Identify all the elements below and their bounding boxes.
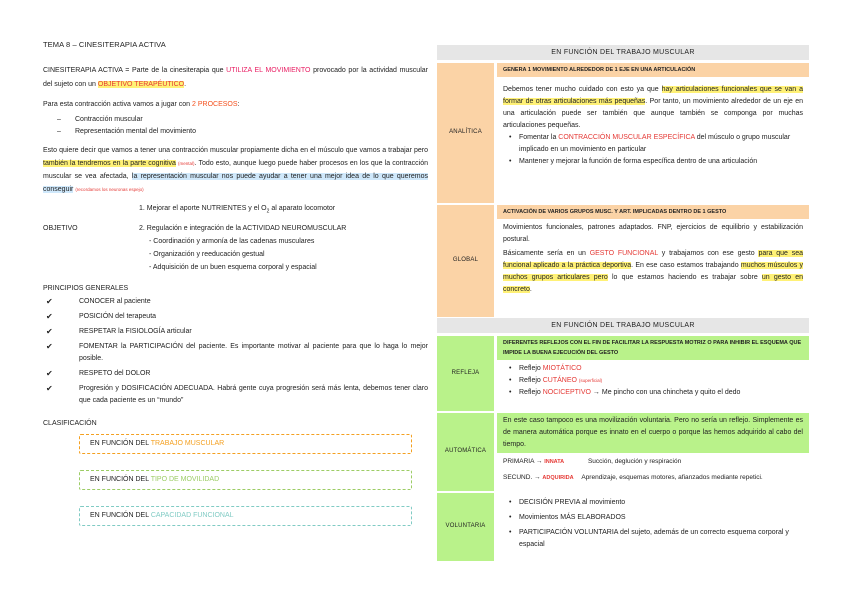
row-voluntaria bbox=[437, 493, 809, 561]
page-title: TEMA 8 – CINESITERAPIA ACTIVA bbox=[43, 40, 166, 49]
objective-item-1: 1. Mejorar el aporte NUTRIENTES y el $O_2$ al aparato locomotor bbox=[139, 204, 336, 215]
list-item: ✔ Progresión y DOSIFICACIÓN ADECUADA. Habrá gente cuya progresión será más lenta, debemos tener claro que cada paciente es un “mundo” bbox=[46, 383, 428, 404]
row-label: GLOBAL bbox=[437, 205, 494, 317]
row-label: REFLEJA bbox=[437, 336, 494, 411]
panel-header: EN FUNCIÓN DEL TRABAJO MUSCULAR bbox=[437, 45, 809, 60]
list-item: • Reflejo MIOTÁTICO bbox=[509, 363, 809, 375]
row-label: AUTOMÁTICA bbox=[437, 413, 494, 491]
checkmark-icon: ✔ bbox=[46, 383, 53, 393]
list-item: • Fomentar la CONTRACCIÓN MUSCULAR ESPECÍFICA del músculo o grupo muscular implicado en un movimiento en particular bbox=[509, 132, 809, 156]
bullet-list bbox=[509, 132, 809, 168]
bullet-list bbox=[509, 497, 809, 551]
list-item: • DECISIÓN PREVIA al movimiento bbox=[509, 497, 809, 509]
checkmark-icon: ✔ bbox=[46, 368, 53, 378]
bullet-list bbox=[509, 363, 809, 399]
panel-trabajo-muscular-2 bbox=[437, 318, 809, 563]
definition-label: CINESITERAPIA ACTIVA = bbox=[43, 66, 130, 74]
objective-item-2: 2. Regulación e integración de la ACTIVIDAD NEUROMUSCULAR bbox=[139, 225, 347, 233]
checkmark-icon: ✔ bbox=[46, 311, 53, 321]
definition-paragraph: CINESITERAPIA ACTIVA = Parte de la cinesiterapia que UTILIZA EL MOVIMIENTO provocado por la actividad muscular del sujeto con un OBJETIVO TERAPÉUTICO. bbox=[43, 66, 428, 88]
highlight-representation: la representación muscular nos puede ayudar a tener una mejor idea de lo que queremos conseguir bbox=[43, 172, 429, 193]
row-text: Debemos tener mucho cuidado con esto ya que hay articulaciones funcionales que se van a formar de otras articulaciones más pequeñas. Por tanto, un movimiento alrededor de un eje en una articulación puede ser también que aunque también se componga por muchas articulaciones pequeñas. bbox=[503, 86, 804, 129]
processes-intro: Para esta contracción activa vamos a jugar con 2 PROCESOS: bbox=[43, 100, 240, 108]
checkmark-icon: ✔ bbox=[46, 341, 53, 351]
classification-box-tipo-movilidad: EN FUNCIÓN DEL TIPO DE MOVILIDAD bbox=[79, 470, 412, 490]
processes-highlight: 2 PROCESOS bbox=[192, 100, 238, 108]
principles-list bbox=[43, 296, 428, 407]
processes-list bbox=[57, 114, 428, 138]
automatic-primary: PRIMARIA → INNATA Succión, deglución y respiración bbox=[503, 458, 682, 465]
classification-box-trabajo-muscular: EN FUNCIÓN DEL TRABAJO MUSCULAR bbox=[79, 434, 412, 454]
checkmark-icon: ✔ bbox=[46, 326, 53, 336]
list-item: • Movimientos MÁS ELABORADOS bbox=[509, 512, 809, 524]
objective-sub-item: - Organización y reeducación gestual bbox=[149, 251, 265, 259]
objective-list bbox=[139, 202, 429, 274]
highlight-cognitive: también la tendremos en la parte cognitiva bbox=[43, 159, 176, 167]
row-subtitle: DIFERENTES REFLEJOS CON EL FIN DE FACILITAR LA RESPUESTA MOTRIZ O PARA INHIBIR EL ESQUEMA QUE IMPIDE LA BUENA EJECUCIÓN DEL GESTO bbox=[497, 336, 809, 360]
principles-heading: PRINCIPIOS GENERALES bbox=[43, 284, 129, 292]
left-column bbox=[43, 40, 428, 542]
list-item: • Mantener y mejorar la función de forma específica dentro de una articulación bbox=[509, 156, 809, 168]
list-item: • Reflejo CUTÁNEO (superficial) bbox=[509, 375, 809, 387]
list-item: ✔ CONOCER al paciente bbox=[46, 296, 151, 306]
automatic-secondary: SECUND. → ADQUIRIDA Aprendizaje, esquemas motores, afianzados mediante repetici. bbox=[503, 474, 763, 481]
objective-section bbox=[43, 202, 428, 280]
row-subtitle: ACTIVACIÓN DE VARIOS GRUPOS MUSC. Y ART. IMPLICADAS DENTRO DE 1 GESTO bbox=[497, 205, 809, 219]
row-automatica bbox=[437, 413, 809, 491]
list-item: ✔ POSICIÓN del terapeuta bbox=[46, 311, 157, 321]
classification-box-capacidad-funcional: EN FUNCIÓN DEL CAPACIDAD FUNCIONAL bbox=[79, 506, 412, 526]
explanation-paragraph: Esto quiere decir que vamos a tener una contracción muscular propiamente dicha en el músculo que vamos a trabajar pero también la tendremos en la parte cognitiva (mental). Todo esto, aunque luego puede haber procesos en los que la contracción muscular se vea afectada, la representación muscular nos puede ayudar a tener una mejor idea de lo que queremos conseguir (recordamos los neuronas espejo) bbox=[43, 146, 429, 193]
list-item: – Contracción muscular bbox=[57, 114, 428, 126]
row-text: Básicamente sería en un GESTO FUNCIONAL y trabajamos con ese gesto para que sea funcional aplicado a la práctica deportiva. En ese caso estamos trabajando muchos músculos y muchos grupos articulares pero lo que estamos haciendo es trabajar sobre un gesto en concreto. bbox=[503, 250, 803, 293]
objective-label: OBJETIVO bbox=[43, 224, 78, 232]
list-item: ✔ RESPETO del DOLOR bbox=[46, 368, 151, 378]
row-text: En este caso tampoco es una movilización voluntaria. Pero no sería un reflejo. Simplemente es de manera automática porque es innato en el cuerpo o porque las hemos adquirido al cabo del tiempo. bbox=[497, 413, 809, 453]
checkmark-icon: ✔ bbox=[46, 296, 53, 306]
list-item: • Reflejo NOCICEPTIVO → Me pincho con una chincheta y quito el dedo bbox=[509, 387, 809, 399]
definition-highlight-2: OBJETIVO TERAPÉUTICO bbox=[97, 80, 185, 88]
objective-sub-item: - Adquisición de un buen esquema corporal y espacial bbox=[149, 264, 317, 272]
row-refleja bbox=[437, 336, 809, 411]
panel-trabajo-muscular-1 bbox=[437, 45, 809, 319]
row-label: VOLUNTARIA bbox=[437, 493, 494, 561]
row-label: ANALÍTICA bbox=[437, 63, 494, 203]
row-global bbox=[437, 205, 809, 317]
list-item: – Representación mental del movimiento bbox=[57, 126, 428, 138]
list-item: ✔ FOMENTAR la PARTICIPACIÓN del paciente. Es importante motivar al paciente para que lo haga lo mejor posible. bbox=[46, 341, 428, 362]
list-item: • PARTICIPACIÓN VOLUNTARIA del sujeto, además de un correcto esquema corporal y espacial bbox=[509, 527, 809, 551]
objective-sub-item: - Coordinación y armonía de las cadenas musculares bbox=[149, 238, 315, 246]
row-text: Movimientos funcionales, patrones adaptados. FNP, ejercicios de equilibrio y estabilización postural. bbox=[503, 224, 803, 243]
row-subtitle: GENERA 1 MOVIMIENTO ALREDEDOR DE 1 EJE EN UNA ARTICULACIÓN bbox=[497, 63, 809, 77]
panel-header: EN FUNCIÓN DEL TRABAJO MUSCULAR bbox=[437, 318, 809, 333]
definition-highlight-1: UTILIZA EL MOVIMIENTO bbox=[226, 66, 311, 74]
row-analitica bbox=[437, 63, 809, 203]
classification-heading: CLASIFICACIÓN bbox=[43, 419, 97, 427]
list-item: ✔ RESPETAR la FISIOLOGÍA articular bbox=[46, 326, 192, 336]
